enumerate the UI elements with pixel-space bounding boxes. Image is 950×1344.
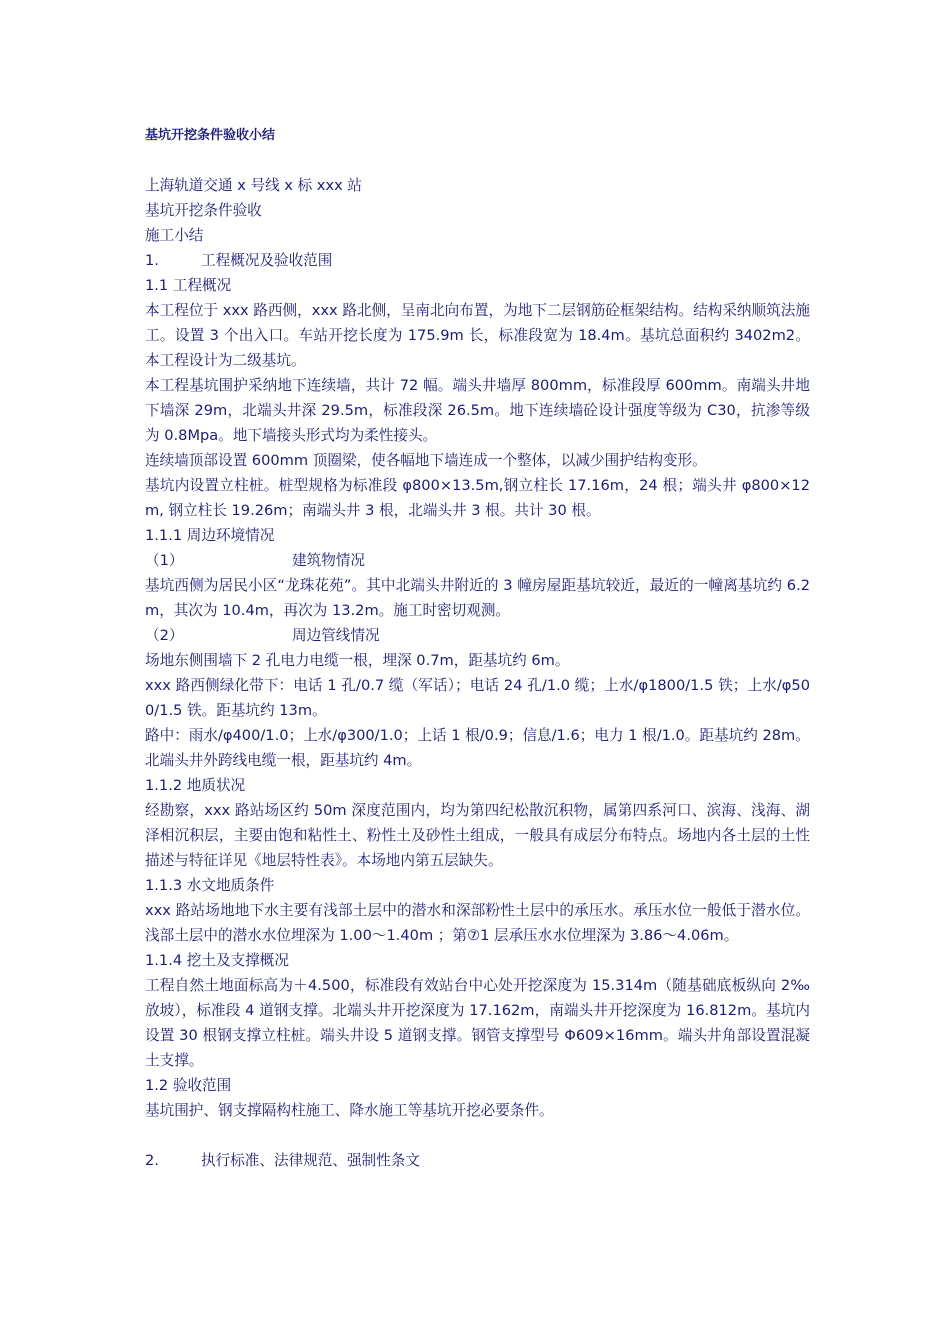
header-line-project: 上海轨道交通 x 号线 x 标 xxx 站 bbox=[145, 177, 362, 194]
section-1-1-3-heading: 1.1.3 水文地质条件 bbox=[145, 877, 275, 894]
section-1-1-4-heading: 1.1.4 挖土及支撑概况 bbox=[145, 952, 289, 969]
paragraph-hydrogeology: xxx 路站场地地下水主要有浅部土层中的潜水和深部粉性土层中的承压水。承压水位一般低于潜水位。浅部土层中的潜水水位埋深为 1.00～1.40m ；第⑦1 层承压水水位埋深为 3.86～4.06m。 bbox=[145, 902, 810, 944]
subsection-buildings-number: （1） bbox=[145, 552, 184, 569]
subsection-pipelines bbox=[145, 623, 810, 648]
section-1-1-2-heading: 1.1.2 地质状况 bbox=[145, 777, 246, 794]
paragraph-project-location: 本工程位于 xxx 路西侧，xxx 路北侧，呈南北向布置，为地下二层钢筋砼框架结构。结构采纳顺筑法施工。设置 3 个出入口。车站开挖长度为 175.9m 长，标准段宽为 18.4m。基坑总面积约 3402m2。本工程设计为二级基坑。 bbox=[145, 302, 810, 369]
document-title: 基坑开挖条件验收小结 bbox=[145, 128, 276, 143]
header-line-subject: 基坑开挖条件验收 bbox=[145, 202, 262, 219]
subsection-buildings-title: 建筑物情况 bbox=[292, 552, 365, 569]
section-2-heading bbox=[145, 1148, 810, 1173]
section-1-1-1-heading: 1.1.1 周边环境情况 bbox=[145, 527, 275, 544]
subsection-pipelines-number: （2） bbox=[145, 627, 184, 644]
paragraph-pipeline-north: 北端头井外跨线电缆一根，距基坑约 4m。 bbox=[145, 752, 422, 769]
subsection-buildings bbox=[145, 548, 810, 573]
section-1-title: 工程概况及验收范围 bbox=[201, 252, 333, 269]
section-1-1-heading: 1.1 工程概况 bbox=[145, 277, 232, 294]
paragraph-pipeline-road: 路中：雨水/φ400/1.0；上水/φ300/1.0；上话 1 根/0.9；信息/1.6；电力 1 根/1.0。距基坑约 28m。 bbox=[145, 727, 810, 744]
section-2-title: 执行标准、法律规范、强制性条文 bbox=[201, 1152, 420, 1169]
blank-line bbox=[145, 1123, 810, 1148]
paragraph-excavation-support: 工程自然土地面标高为＋4.500，标准段有效站台中心处开挖深度为 15.314m（随基础底板纵向 2‰放坡），标准段 4 道钢支撑。北端头井开挖深度为 17.162m，南端头井开挖深度为 16.812m。基坑内设置 30 根钢支撑立柱桩。端头井设 5 道钢支撑。钢管支撑型号 Φ609×16mm。端头井角部设置混凝土支撑。 bbox=[145, 977, 810, 1069]
paragraph-pipeline-west: xxx 路西侧绿化带下：电话 1 孔/0.7 缆（军话）；电话 24 孔/1.0 缆；上水/φ1800/1.5 铁；上水/φ500/1.5 铁。距基坑约 13m。 bbox=[145, 677, 810, 719]
paragraph-diaphragm-wall: 本工程基坑围护采纳地下连续墙，共计 72 幅。端头井墙厚 800mm，标准段厚 600mm。南端头井地下墙深 29m，北端头井深 29.5m，标准段深 26.5m。地下连续墙砼设计强度等级为 C30，抗渗等级为 0.8Mpa。地下墙接头形式均为柔性接头。 bbox=[145, 377, 810, 444]
section-1-number: 1. bbox=[145, 252, 159, 269]
paragraph-column-piles: 基坑内设置立柱桩。桩型规格为标准段 φ800×13.5m,钢立柱长 17.16m，24 根；端头井 φ800×12m, 钢立柱长 19.26m；南端头井 3 根，北端头井 3 根。共计 30 根。 bbox=[145, 477, 810, 519]
paragraph-acceptance-scope: 基坑围护、钢支撑隔构柱施工、降水施工等基坑开挖必要条件。 bbox=[145, 1102, 554, 1119]
section-1-2-heading: 1.2 验收范围 bbox=[145, 1077, 232, 1094]
document-page bbox=[145, 126, 810, 1173]
paragraph-geology: 经勘察，xxx 路站场区约 50m 深度范围内，均为第四纪松散沉积物，属第四系河口、滨海、浅海、湖泽相沉积层，主要由饱和粘性土、粉性土及砂性土组成，一般具有成层分布特点。场地内各土层的土性描述与特征详见《地层特性表》。本场地内第五层缺失。 bbox=[145, 802, 810, 869]
section-2-number: 2. bbox=[145, 1152, 159, 1169]
paragraph-ring-beam: 连续墙顶部设置 600mm 顶圈梁，使各幅地下墙连成一个整体，以减少围护结构变形。 bbox=[145, 452, 707, 469]
section-1-heading bbox=[145, 248, 810, 273]
subsection-pipelines-title: 周边管线情况 bbox=[292, 627, 380, 644]
header-line-type: 施工小结 bbox=[145, 227, 204, 244]
paragraph-buildings: 基坑西侧为居民小区“龙珠花苑”。其中北端头井附近的 3 幢房屋距基坑较近，最近的一幢离基坑约 6.2m，其次为 10.4m，再次为 13.2m。施工时密切观测。 bbox=[145, 577, 810, 619]
paragraph-pipeline-east: 场地东侧围墙下 2 孔电力电缆一根，埋深 0.7m，距基坑约 6m。 bbox=[145, 652, 570, 669]
